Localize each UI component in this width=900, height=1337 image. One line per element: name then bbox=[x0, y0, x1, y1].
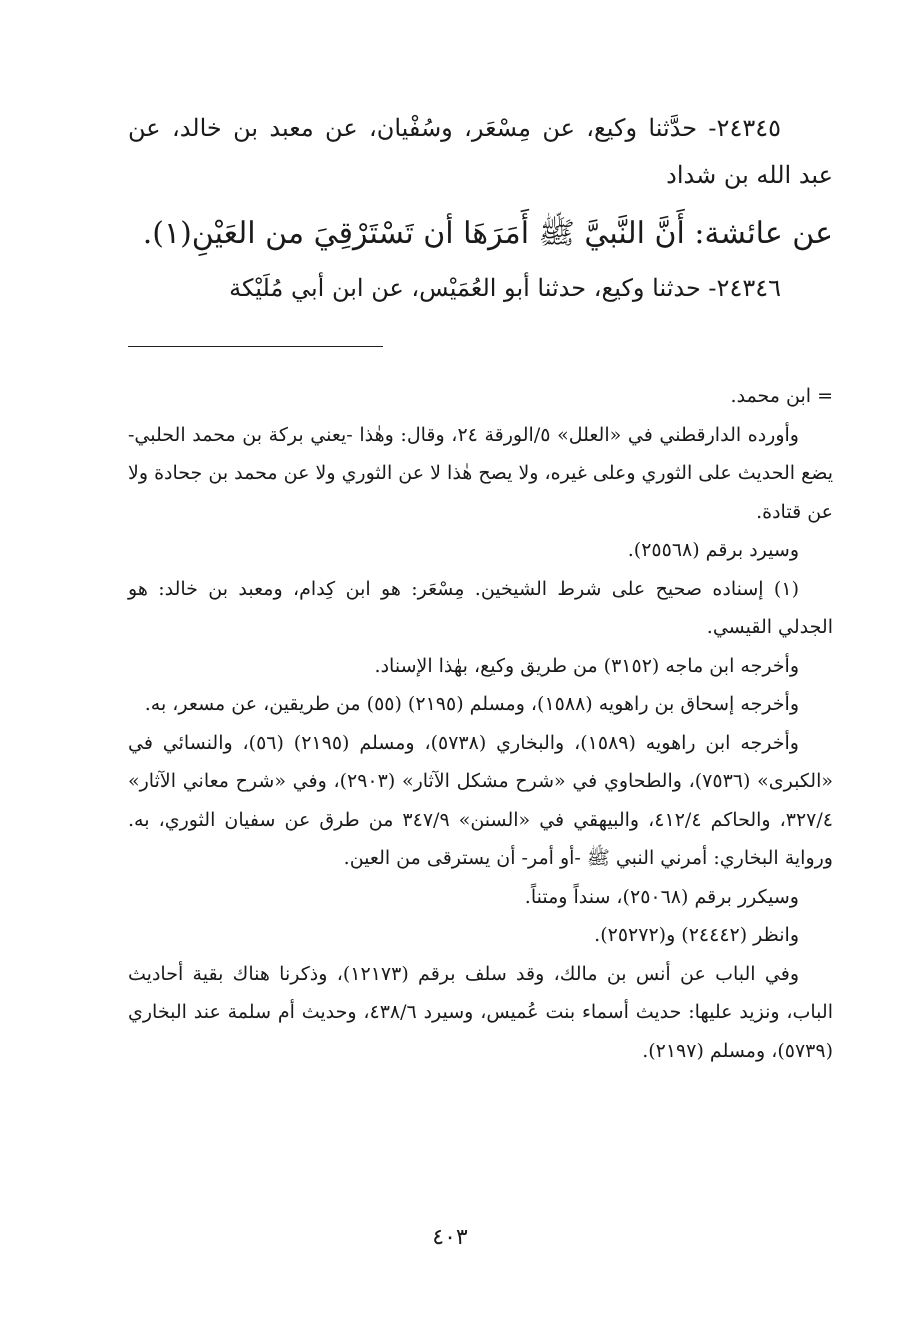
footnote-paragraph: وأخرجه ابن ماجه (٣١٥٢) من طريق وكيع، بهٰذا الإسناد. bbox=[374, 654, 799, 677]
footnote-paragraph: وسيكرر برقم (٢٥٠٦٨)، سنداً ومتناً. bbox=[524, 885, 799, 908]
hadith-24345-isnad: ٢٤٣٤٥- حدَّثنا وكيع، عن مِسْعَر، وسُفْيان، عن معبد بن خالد، عن عبد الله بن شداد bbox=[128, 114, 833, 189]
footnote-paragraph: وسيرد برقم (٢٥٥٦٨). bbox=[627, 539, 799, 561]
page-number: ٤٠٣ bbox=[432, 1225, 468, 1250]
footnotes bbox=[128, 377, 833, 1070]
hadith-24345-matn: عن عائشة: أَنَّ النَّبيَّ ﷺ أَمَرَهَا أن تَسْتَرْقِيَ من العَيْنِ(١). bbox=[142, 216, 833, 251]
hadith-24346-isnad: ٢٤٣٤٦- حدثنا وكيع، حدثنا أبو العُمَيْس، عن ابن أبي مُلَيْكة bbox=[229, 274, 781, 302]
footnote-paragraph: وأورده الدارقطني في «العلل» ٥/الورقة ٢٤، وقال: وهٰذا -يعني بركة بن محمد الحلبي- يضع الحديث على الثوري وعلى غيره، ولا يصح هٰذا لا عن الثوري ولا عن محمد بن جحادة ولا عن قتادة. bbox=[128, 423, 833, 523]
footnote-separator-wrap bbox=[128, 312, 833, 377]
footnote-paragraph: وانظر (٢٤٤٤٢) و(٢٥٢٧٢). bbox=[594, 924, 799, 946]
footnote-paragraph: وفي الباب عن أنس بن مالك، وقد سلف برقم (١٢١٧٣)، وذكرنا هناك بقية أحاديث الباب، ونزيد عليها: حديث أسماء بنت عُميس، وسيرد ٤٣٨/٦، وحديث أم سلمة عند البخاري (٥٧٣٩)، ومسلم (٢١٩٧). bbox=[128, 962, 833, 1062]
page-content bbox=[128, 105, 833, 1070]
footnote-paragraph: وأخرجه إسحاق بن راهويه (١٥٨٨)، ومسلم (٢١٩٥) (٥٥) من طريقين، عن مسعر، به. bbox=[144, 693, 799, 715]
footnote-paragraph: وأخرجه ابن راهويه (١٥٨٩)، والبخاري (٥٧٣٨)، ومسلم (٢١٩٥) (٥٦)، والنسائي في «الكبرى» (٧٥٣٦)، والطحاوي في «شرح مشكل الآثار» (٢٩٠٣)، وفي «شرح معاني الآثار» ٣٢٧/٤، والحاكم ٤١٢/٤، والبيهقي في «السنن» ٣٤٧/٩ من طرق عن سفيان الثوري، به. ورواية البخاري: أمرني النبي ﷺ -أو أمر- أن يسترقى من العين. bbox=[128, 731, 833, 869]
footnote-continuation: = ابن محمد. bbox=[730, 385, 833, 407]
main-text bbox=[128, 105, 833, 312]
footnote-separator bbox=[128, 346, 383, 347]
footnote-1: (١) إسناده صحيح على شرط الشيخين. مِسْعَر: هو ابن كِدام، ومعبد بن خالد: هو الجدلي القيسي. bbox=[128, 577, 833, 638]
